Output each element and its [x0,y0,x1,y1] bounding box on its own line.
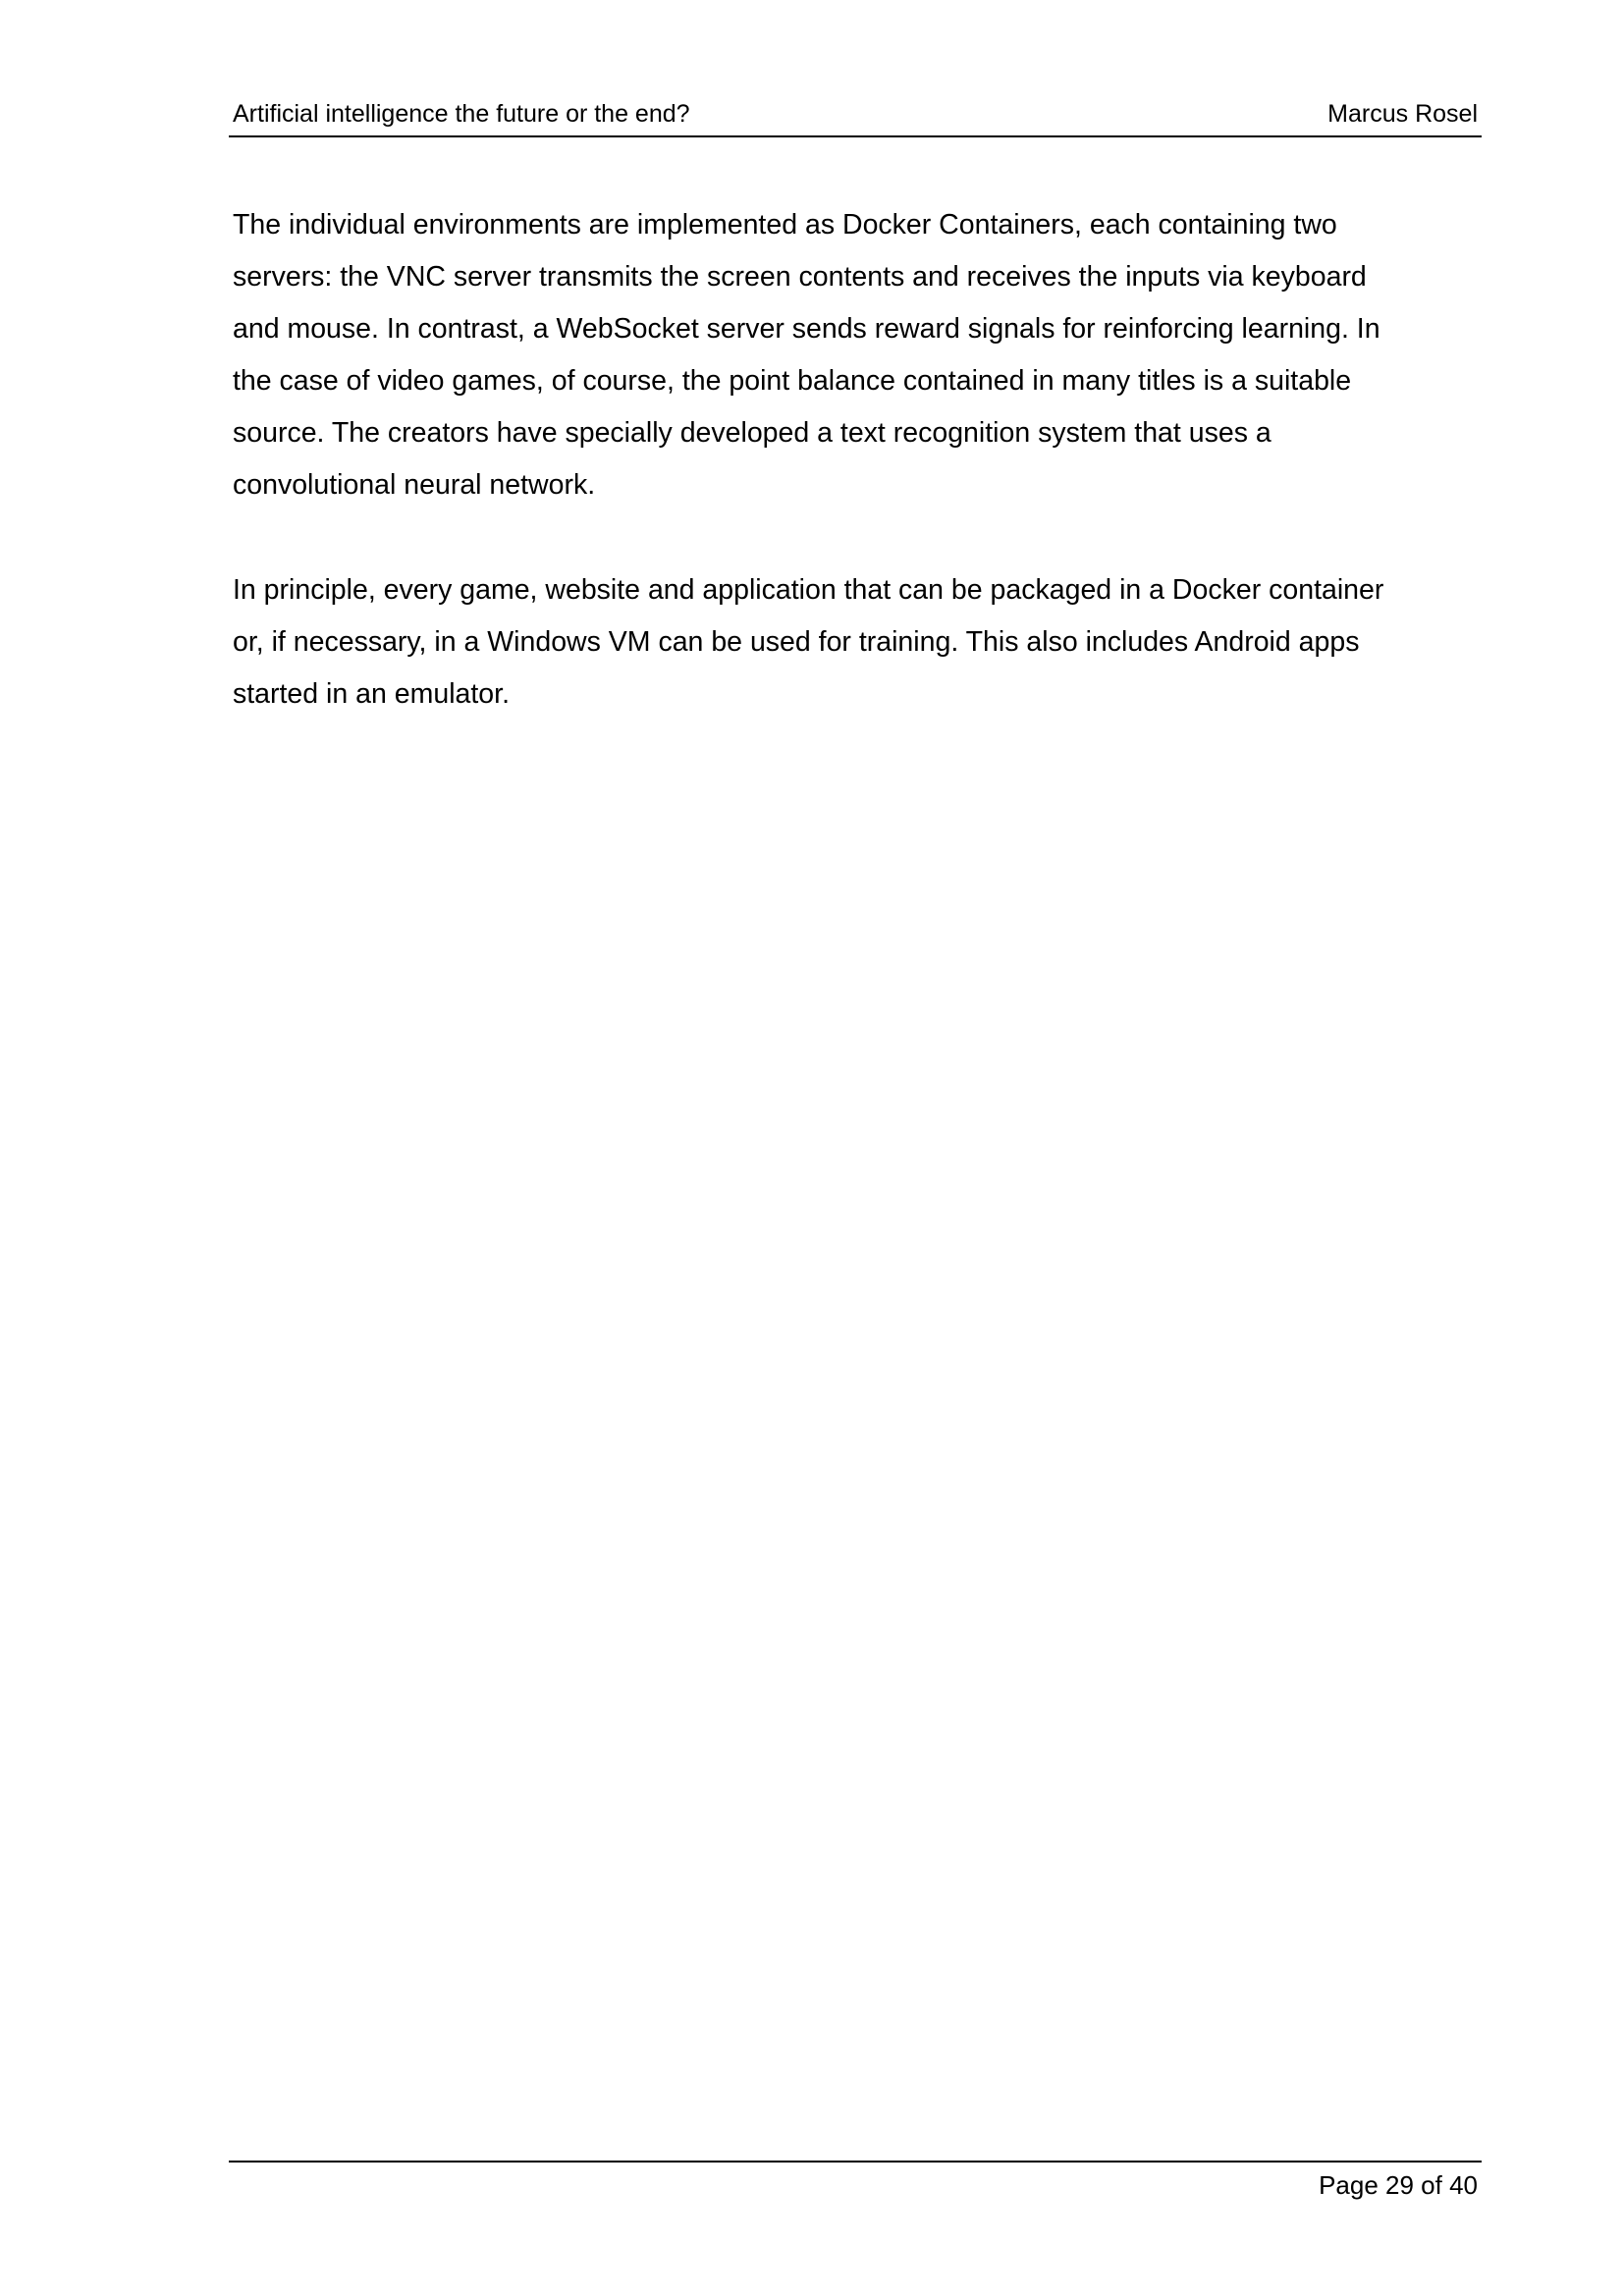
text-line: source. The creators have specially developed a text recognition system that uses a [233,417,1271,449]
text-line: servers: the VNC server transmits the screen contents and receives the inputs via keyboard [233,261,1367,293]
page-footer [229,2161,1482,2200]
body-paragraph [233,564,1489,721]
text-line: or, if necessary, in a Windows VM can be used for training. This also includes Android apps [233,626,1360,658]
author-name: Marcus Rosel [1327,100,1478,128]
text-line: started in an emulator. [233,678,510,710]
page-header [229,100,1482,137]
text-line: In principle, every game, website and application that can be packaged in a Docker container [233,574,1384,606]
text-line: The individual environments are implemented as Docker Containers, each containing two [233,209,1337,240]
body-paragraph [233,199,1489,511]
page-number: Page 29 of 40 [1319,2170,1478,2200]
text-line: convolutional neural network. [233,469,596,501]
text-line: and mouse. In contrast, a WebSocket server sends reward signals for reinforcing learning. In [233,313,1380,345]
text-line: the case of video games, of course, the point balance contained in many titles is a suitable [233,365,1352,397]
document-title: Artificial intelligence the future or the end? [233,100,690,128]
